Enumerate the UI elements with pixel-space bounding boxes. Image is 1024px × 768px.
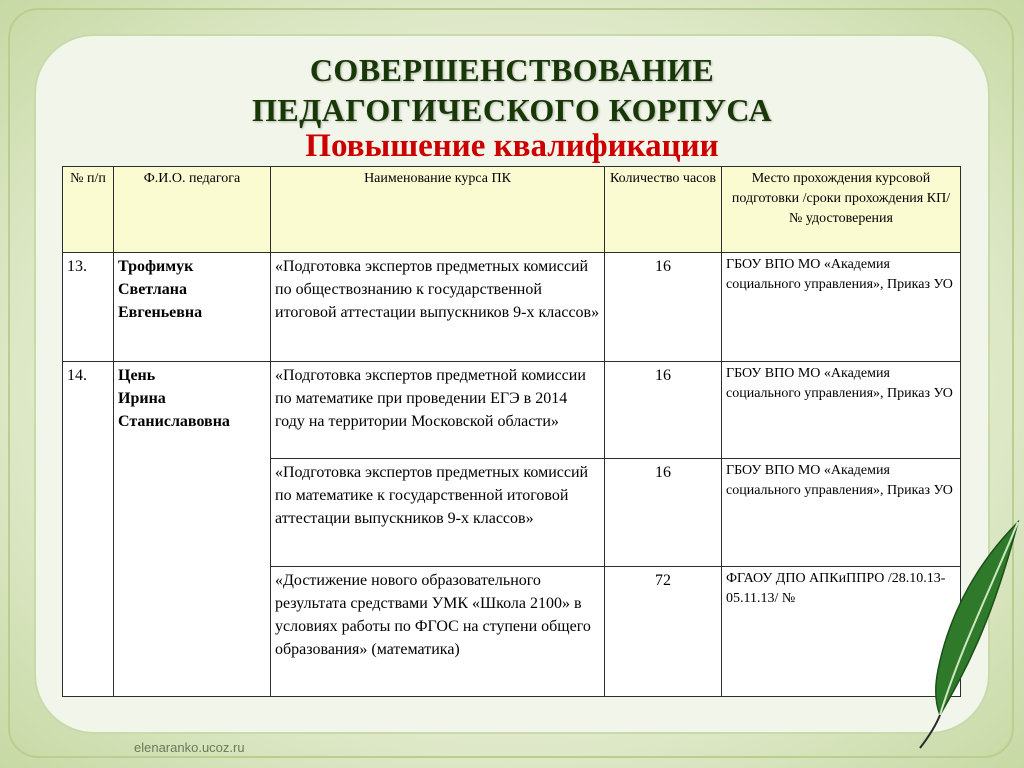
qualification-table [62,166,961,697]
header-teacher-name: Ф.И.О. педагога [114,167,271,253]
course-name: «Подготовка экспертов предметных комиссий по математике к государственной итоговой аттестации выпускников 9-х классов» [271,459,605,567]
teacher-patronymic: Евгеньевна [118,304,203,321]
header-place: Место прохождения курсовой подготовки /сроки прохождения КП/ № удостоверения [722,167,961,253]
teacher-firstname: Ирина [118,390,166,407]
teacher-firstname: Светлана [118,281,187,298]
course-place: ГБОУ ВПО МО «Академия социального управления», Приказ УО [722,362,961,459]
course-name: «Подготовка экспертов предметной комиссии по математике при проведении ЕГЭ в 2014 году на территории Московской области» [271,362,605,459]
course-name: «Подготовка экспертов предметных комиссий по обществознанию к государственной итоговой аттестации выпускников 9-х классов» [271,253,605,362]
course-place: ГБОУ ВПО МО «Академия социального управления», Приказ УО [722,253,961,362]
table-row [63,253,961,362]
teacher-surname: Цень [118,367,156,384]
course-place: ФГАОУ ДПО АПКиППРО /28.10.13-05.11.13/ № [722,567,961,697]
table-row [63,362,961,459]
course-name: «Достижение нового образовательного результата средствами УМК «Школа 2100» в условиях работы по ФГОС на ступени общего образования» (математика) [271,567,605,697]
row-number: 14. [63,362,114,697]
course-hours: 16 [605,362,722,459]
teacher-patronymic: Станиславовна [118,413,230,430]
course-hours: 16 [605,253,722,362]
table-header-row [63,167,961,253]
page-subtitle: Повышение квалификации [305,128,719,164]
course-place: ГБОУ ВПО МО «Академия социального управления», Приказ УО [722,459,961,567]
header-hours: Количество часов [605,167,722,253]
page-title-line2: ПЕДАГОГИЧЕСКОГО КОРПУСА [251,92,773,128]
row-number: 13. [63,253,114,362]
header-course-name: Наименование курса ПК [271,167,605,253]
course-hours: 72 [605,567,722,697]
page-title-line1: СОВЕРШЕНСТВОВАНИЕ [309,52,715,88]
teacher-name [114,362,271,697]
header-number: № п/п [63,167,114,253]
quill-feather-icon [900,520,1024,750]
teacher-surname: Трофимук [118,258,194,275]
course-hours: 16 [605,459,722,567]
footer-url: elenaranko.ucoz.ru [134,740,245,755]
teacher-name [114,253,271,362]
